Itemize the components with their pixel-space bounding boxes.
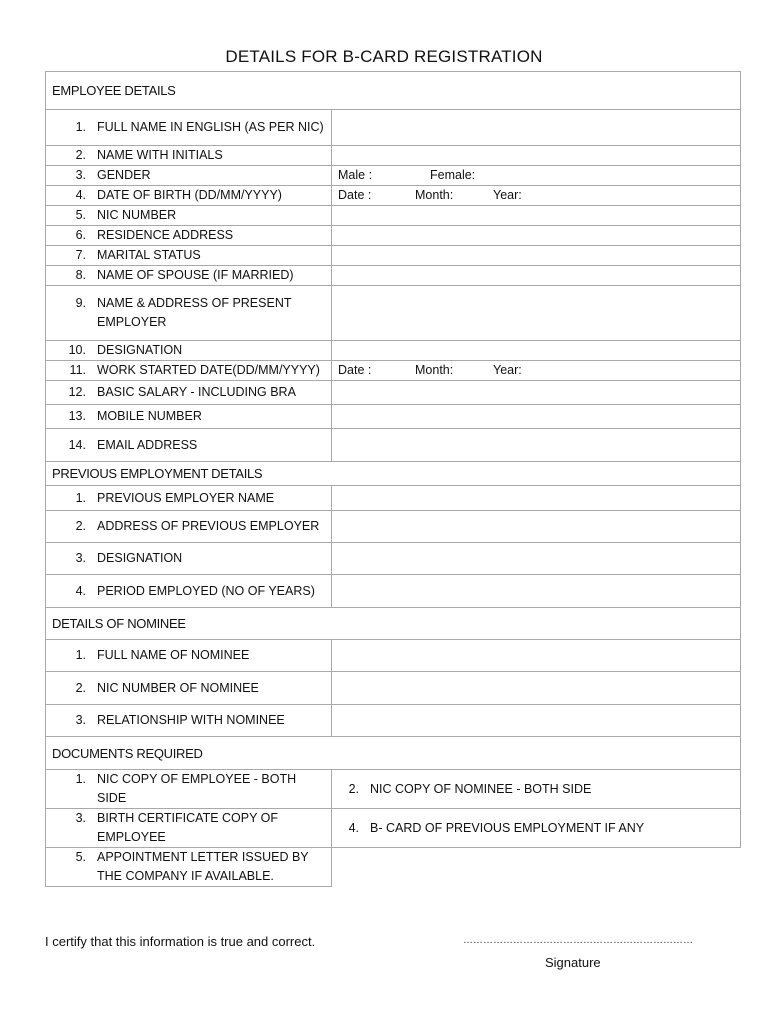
item-label: FULL NAME IN ENGLISH (AS PER NIC) [97, 120, 324, 134]
item-label: MOBILE NUMBER [97, 409, 202, 423]
item-number: 10. [68, 343, 86, 357]
section-header-row [46, 737, 741, 770]
item-number: 12. [68, 385, 86, 399]
item-number: 4. [348, 820, 359, 835]
form-row [46, 640, 741, 672]
period-employed-field[interactable] [332, 575, 741, 608]
question-cell [46, 405, 332, 429]
section-heading-documents: DOCUMENTS REQUIRED [46, 737, 741, 770]
signature-label: Signature [545, 955, 601, 970]
form-row [46, 246, 741, 266]
question-cell [46, 286, 332, 341]
nic-number-field[interactable] [332, 206, 741, 226]
question-cell [46, 429, 332, 462]
item-number: 13. [68, 409, 86, 423]
document-row [46, 848, 741, 887]
item-label: NIC COPY OF NOMINEE - BOTH SIDE [370, 781, 592, 796]
document-row [46, 770, 741, 809]
form-row [46, 381, 741, 405]
form-row [46, 110, 741, 146]
basic-salary-field[interactable] [332, 381, 741, 405]
item-number: 3. [75, 811, 86, 825]
question-cell [46, 206, 332, 226]
form-row [46, 486, 741, 511]
document-row [46, 809, 741, 848]
item-label: GENDER [97, 168, 151, 182]
previous-employer-address-field[interactable] [332, 511, 741, 543]
date-of-birth-field[interactable] [332, 186, 741, 206]
item-number: 1. [75, 648, 86, 662]
item-label: NIC NUMBER [97, 208, 177, 222]
residence-address-field[interactable] [332, 226, 741, 246]
form-row [46, 266, 741, 286]
item-label: FULL NAME OF NOMINEE [97, 648, 250, 662]
item-label: DATE OF BIRTH (DD/MM/YYYY) [97, 188, 282, 202]
question-cell [46, 266, 332, 286]
mobile-number-field[interactable] [332, 405, 741, 429]
present-employer-field[interactable] [332, 286, 741, 341]
question-cell [46, 341, 332, 361]
spouse-name-field[interactable] [332, 266, 741, 286]
item-number: 3. [75, 713, 86, 727]
item-label: BASIC SALARY - INCLUDING BRA [97, 385, 296, 399]
item-label: RESIDENCE ADDRESS [97, 228, 234, 242]
form-row [46, 206, 741, 226]
item-number: 7. [75, 248, 86, 262]
item-label: ADDRESS OF PREVIOUS EMPLOYER [97, 519, 320, 533]
question-cell [46, 640, 332, 672]
designation-field[interactable] [332, 341, 741, 361]
previous-employer-name-field[interactable] [332, 486, 741, 511]
certification-statement: I certify that this information is true and correct. [45, 934, 316, 949]
date-month-label: Month: [415, 363, 454, 377]
item-number: 2. [75, 680, 86, 695]
section-header-row [46, 462, 741, 486]
item-label: RELATIONSHIP WITH NOMINEE [97, 713, 285, 727]
question-cell [46, 226, 332, 246]
section-header-row [46, 72, 741, 110]
item-label: APPOINTMENT LETTER ISSUED BY THE COMPANY IF AVAILABLE. [97, 850, 309, 883]
item-number: 5. [75, 850, 86, 864]
form-row [46, 705, 741, 737]
item-label: B- CARD OF PREVIOUS EMPLOYMENT IF ANY [370, 820, 645, 835]
item-number: 9. [75, 296, 86, 310]
form-row [46, 543, 741, 575]
form-row [46, 226, 741, 246]
question-cell [46, 361, 332, 381]
question-cell [46, 672, 332, 705]
question-cell [46, 511, 332, 543]
document-item [46, 770, 332, 809]
date-month-label: Month: [415, 188, 454, 202]
item-label: BIRTH CERTIFICATE COPY OF EMPLOYEE [97, 811, 279, 844]
empty-cell [332, 848, 741, 887]
item-label: WORK STARTED DATE(DD/MM/YYYY) [97, 363, 320, 377]
question-cell [46, 146, 332, 166]
question-cell [46, 486, 332, 511]
question-cell [46, 705, 332, 737]
document-item [46, 809, 332, 848]
item-label: NAME OF SPOUSE (IF MARRIED) [97, 268, 294, 282]
nominee-relationship-field[interactable] [332, 705, 741, 737]
item-label: NIC COPY OF EMPLOYEE - BOTH SIDE [97, 772, 297, 805]
item-number: 1. [75, 490, 86, 505]
form-title: DETAILS FOR B-CARD REGISTRATION [225, 47, 543, 66]
item-number: 11. [69, 363, 86, 377]
form-row [46, 405, 741, 429]
item-label: NAME WITH INITIALS [97, 148, 223, 162]
item-number: 6. [75, 228, 86, 242]
gender-female-label: Female: [430, 168, 476, 182]
item-label: NAME & ADDRESS OF PRESENT EMPLOYER [97, 296, 292, 329]
item-number: 3. [75, 551, 86, 565]
form-row [46, 511, 741, 543]
nominee-full-name-field[interactable] [332, 640, 741, 672]
item-label: DESIGNATION [97, 343, 183, 357]
full-name-field[interactable] [332, 110, 741, 146]
name-with-initials-field[interactable] [332, 146, 741, 166]
date-day-label: Date : [338, 363, 372, 377]
item-label: PREVIOUS EMPLOYER NAME [97, 490, 275, 505]
form-row [46, 575, 741, 608]
item-number: 2. [75, 148, 86, 162]
form-row [46, 429, 741, 462]
item-number: 3. [75, 168, 86, 182]
previous-designation-field[interactable] [332, 543, 741, 575]
item-number: 5. [75, 208, 86, 222]
item-label: NIC NUMBER OF NOMINEE [97, 680, 259, 695]
question-cell [46, 166, 332, 186]
form-row [46, 166, 741, 186]
form-row [46, 672, 741, 705]
item-number: 4. [75, 188, 86, 202]
question-cell [46, 575, 332, 608]
section-heading-nominee: DETAILS OF NOMINEE [46, 608, 741, 640]
work-started-date-field[interactable] [332, 361, 741, 381]
question-cell [46, 543, 332, 575]
item-number: 2. [75, 519, 86, 533]
form-row [46, 341, 741, 361]
section-header-row [46, 608, 741, 640]
form-row [46, 286, 741, 341]
document-item [46, 848, 332, 887]
registration-form-table [45, 71, 741, 887]
date-year-label: Year: [493, 363, 522, 377]
item-number: 2. [348, 781, 359, 796]
form-row [46, 361, 741, 381]
form-row [46, 186, 741, 206]
item-number: 1. [75, 772, 86, 786]
item-label: PERIOD EMPLOYED (NO OF YEARS) [97, 583, 315, 598]
item-label: DESIGNATION [97, 551, 183, 565]
date-day-label: Date : [338, 188, 372, 202]
gender-field[interactable] [332, 166, 741, 186]
item-number: 4. [75, 583, 86, 598]
question-cell [46, 246, 332, 266]
gender-male-label: Male : [338, 168, 373, 182]
signature-line[interactable]: …………………………………………………………… [463, 935, 693, 946]
section-heading-previous-employment: PREVIOUS EMPLOYMENT DETAILS [46, 462, 741, 486]
date-year-label: Year: [493, 188, 522, 202]
question-cell [46, 381, 332, 405]
section-heading-employee: EMPLOYEE DETAILS [46, 72, 741, 110]
document-item [332, 770, 741, 809]
item-label: MARITAL STATUS [97, 248, 201, 262]
item-label: EMAIL ADDRESS [97, 437, 198, 452]
email-address-field[interactable] [332, 429, 741, 462]
item-number: 14. [68, 437, 86, 452]
item-number: 1. [75, 120, 86, 134]
nominee-nic-field[interactable] [332, 672, 741, 705]
question-cell [46, 186, 332, 206]
marital-status-field[interactable] [332, 246, 741, 266]
form-row [46, 146, 741, 166]
document-item [332, 809, 741, 848]
question-cell [46, 110, 332, 146]
item-number: 8. [75, 268, 86, 282]
